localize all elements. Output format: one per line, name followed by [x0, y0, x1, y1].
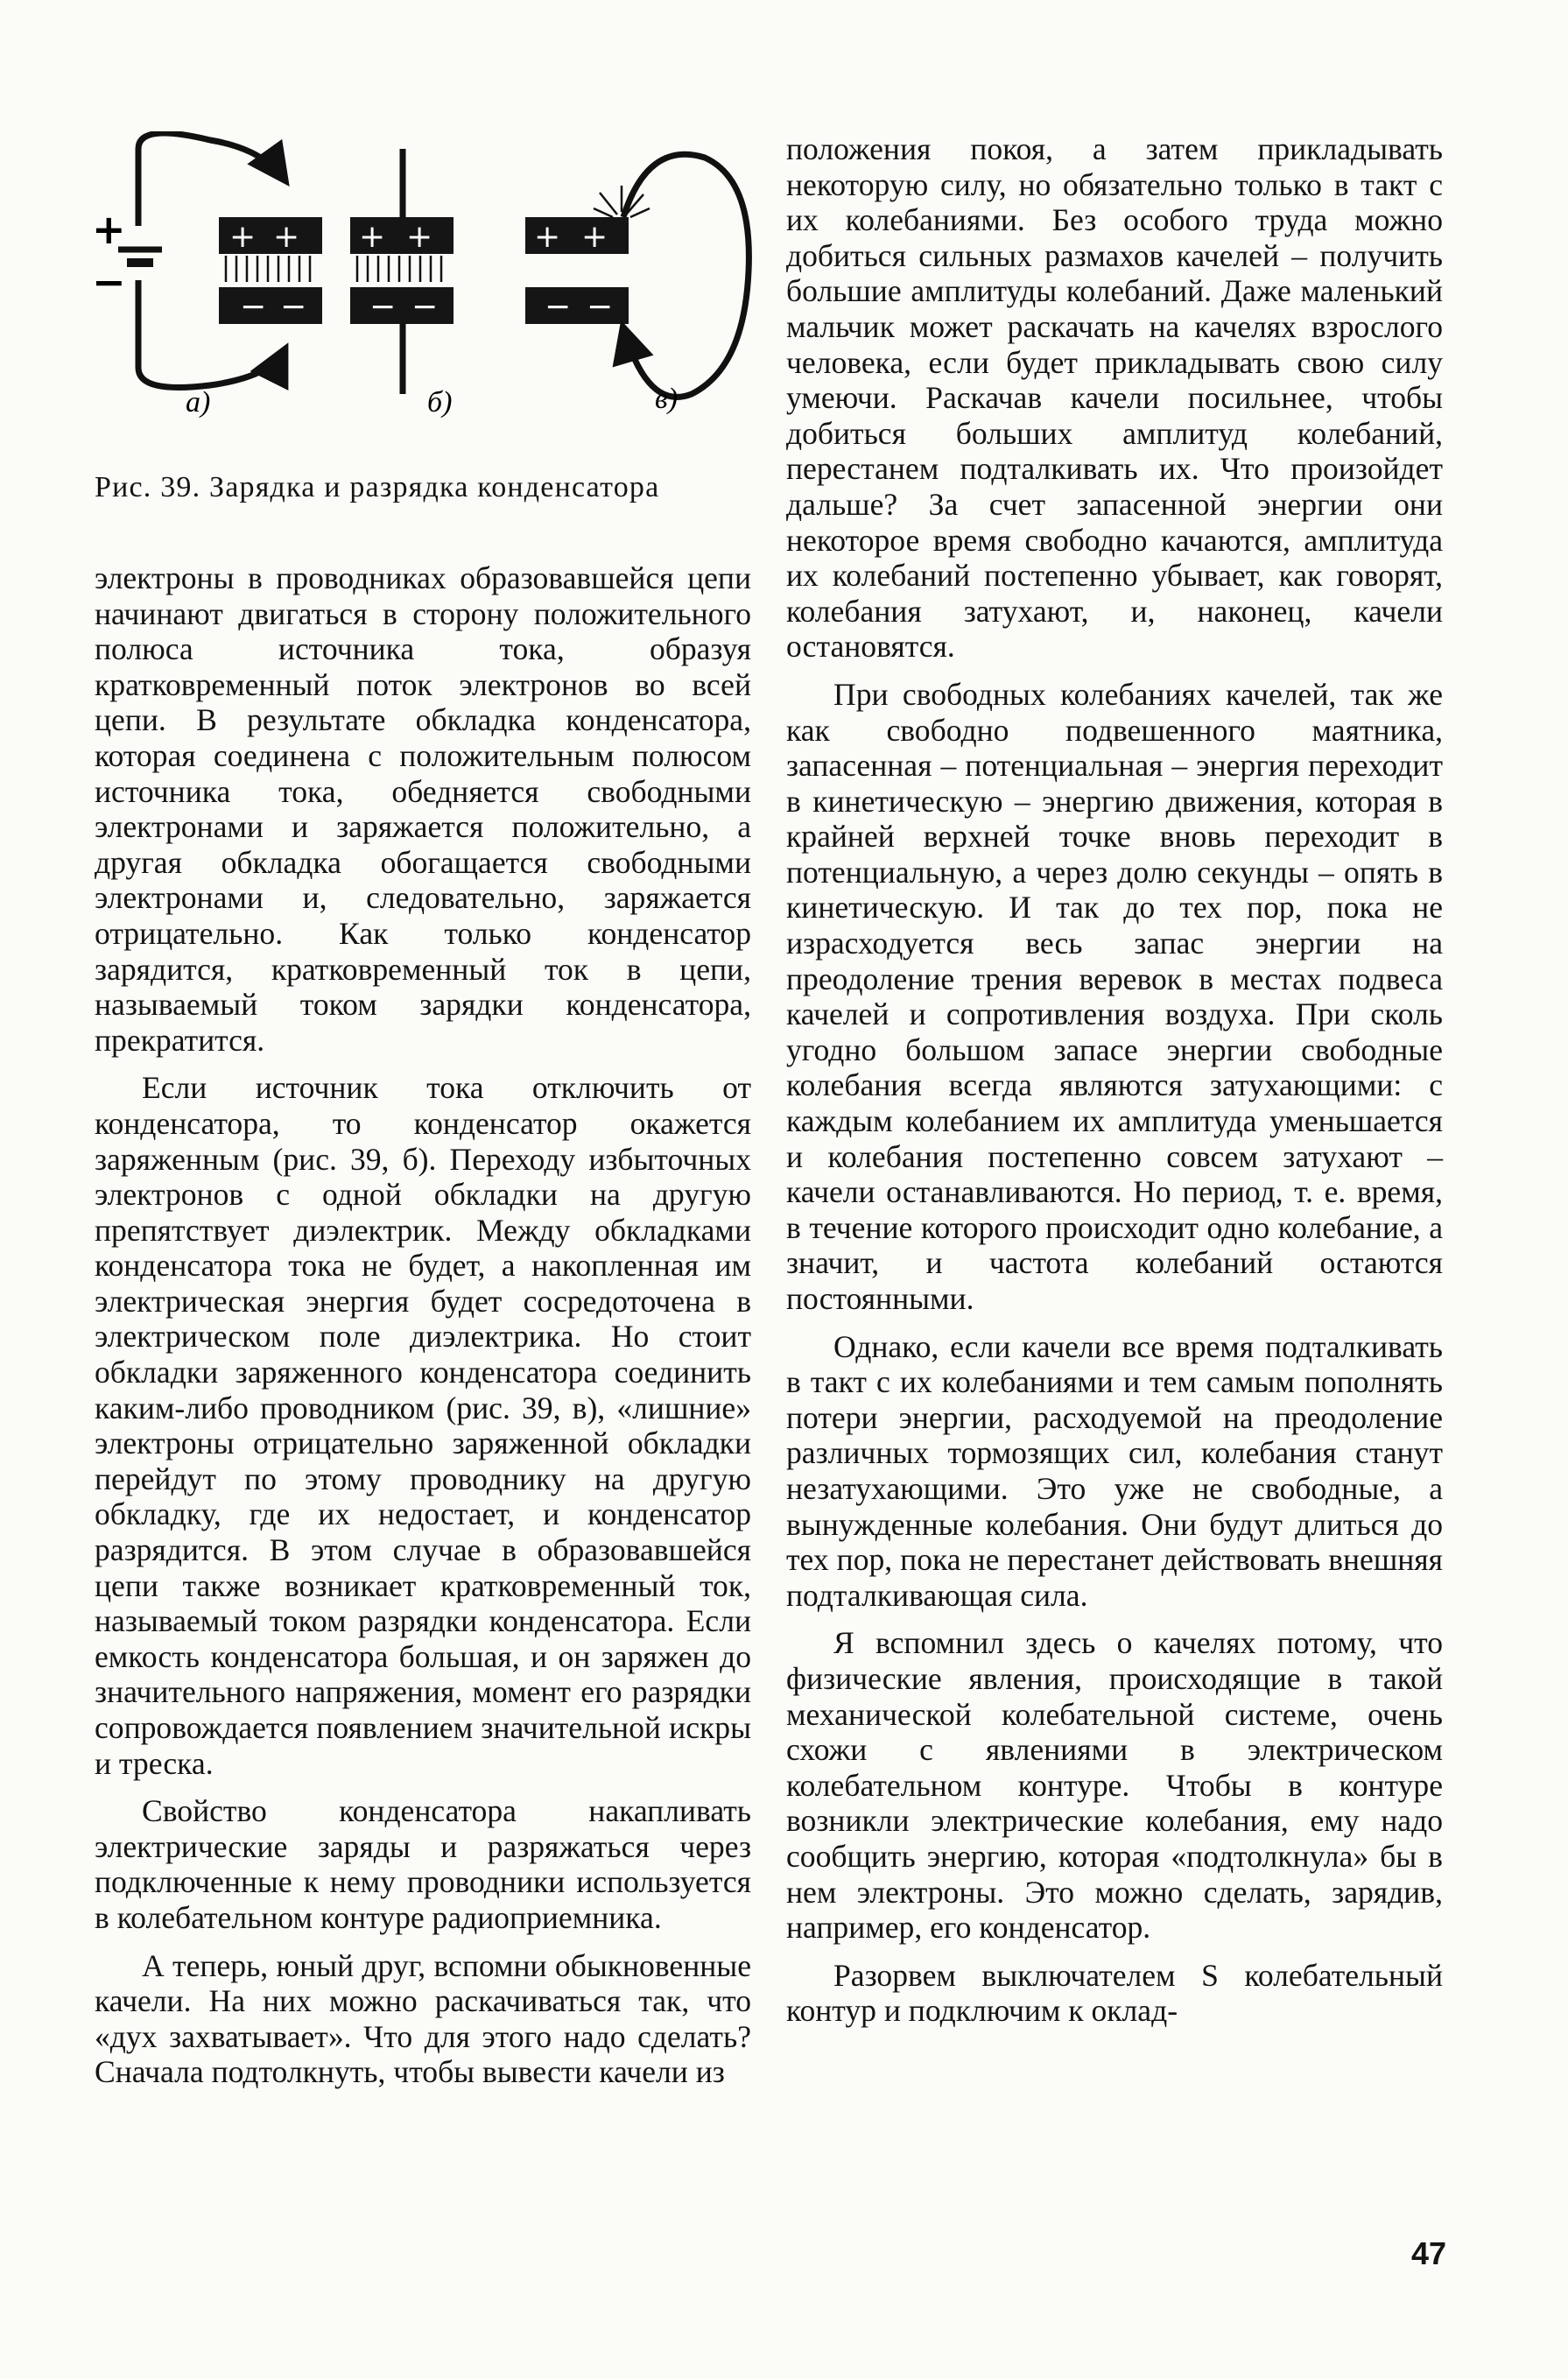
plate-minus-c2: −: [587, 289, 614, 325]
diagram-b-charged: [350, 149, 454, 419]
plate-minus-b2: −: [411, 289, 439, 325]
capacitor-diagram: [88, 131, 753, 473]
paragraph: А теперь, юный друг, вспомни обыкновенные качели. На них можно раскачиваться так, что «дух захватывает». Что для этого надо сделать? Сначала подтолкнуть, чтобы вывести качели из: [95, 1947, 751, 2090]
right-column: [786, 131, 1443, 2029]
diagram-a-charging: [92, 133, 322, 419]
label-c: в): [655, 383, 679, 415]
discharge-conductor-c: [623, 154, 749, 397]
spark-icon: [594, 186, 650, 217]
paragraph: положения покоя, а затем прикладывать некоторую силу, но обязательно только в такт с их колебаниями. Без особого труда можно добиться сильных размахов качелей – получить большие амплитуды колебаний. Даже маленький мальчик может раскачать на качелях взрослого человека, если будет прикладывать свою силу умеючи. Раскачав качели посильнее, чтобы добиться больших амплитуд колебаний, перестанем подталкивать их. Что произойдет дальше? За счет запасенной энергии они некоторое время свободно качаются, амплитуда их колебаний постепенно убывает, как говорят, колебания затухают, и, наконец, качели остановятся.: [786, 131, 1443, 665]
plate-minus-a1: −: [240, 289, 267, 325]
field-lines-b: [357, 256, 441, 282]
plate-plus-a2: +: [273, 219, 300, 255]
plate-plus-b1: +: [359, 219, 386, 255]
plate-minus-c1: −: [545, 289, 572, 325]
plate-plus-b2: +: [406, 219, 433, 255]
paragraph: Свойство конденсатора накапливать электрические заряды и разряжаться через подключенные к нему проводники используется в колебательном контуре радиоприемника.: [95, 1793, 751, 1935]
plate-plus-a1: +: [229, 219, 257, 255]
label-b: б): [427, 386, 453, 419]
label-a: а): [186, 386, 211, 419]
diagram-c-discharging: [525, 154, 749, 415]
plate-plus-c2: +: [581, 219, 608, 255]
battery-minus-sign: −: [92, 258, 126, 306]
paragraph: Однако, если качели все время подталкивать в такт с их колебаниями и тем самым пополнять потери энергии, расходуемой на преодоление различных тормозящих сил, колебания станут незатухающими. Это уже не свободные, а вынужденные колебания. Они будут длиться до тех пор, пока не перестанет действовать внешняя подталкивающая сила.: [786, 1328, 1443, 1613]
arrow-top-a: [138, 133, 285, 226]
paragraph: Я вспомнил здесь о качелях потому, что физические явления, происходящие в такой механической колебательной системе, очень схожи с явлениями в электрическом колебательном контуре. Чтобы в контуре возникли электрические колебания, ему надо сообщить энергию, которая «подтолкнула» бы в нем электроны. Это можно сделать, зарядив, например, его конденсатор.: [786, 1625, 1443, 1946]
field-lines-a: [226, 256, 310, 282]
plate-plus-c1: +: [534, 219, 561, 255]
figure-caption: Рис. 39. Зарядка и разрядка конденсатора: [95, 471, 660, 503]
left-column: [95, 560, 751, 2090]
paragraph: Если источник тока отключить от конденсатора, то конденсатор окажется заряженным (рис. 39, б). Переходу избыточных электронов с одной обкладки на другую препятствует диэлектрик. Между обкладками конденсатора тока не будет, а накопленная им электрическая энергия будет сосредоточена в электрическом поле диэлектрика. Но стоит обкладки заряженного конденсатора соединить каким-либо проводником (рис. 39, в), «лишние» электроны отрицательно заряженной обкладки перейдут по этому проводнику на другую обкладку, где их недостает, и конденсатор разрядится. В этом случае в образовавшейся цепи также возникает кратковременный ток, называемый током разрядки конденсатора. Если емкость конденсатора большая, и он заряжен до значительного напряжения, момент его разрядки сопровождается появлением значительной искры и треска.: [95, 1070, 751, 1781]
figure-39: [88, 131, 753, 473]
plate-bottom-c: [525, 287, 629, 324]
plate-bottom-b: [350, 287, 454, 324]
paragraph: Разорвем выключателем S колебательный контур и подключим к оклад-: [786, 1957, 1443, 2029]
paragraph: электроны в проводниках образовавшейся цепи начинают двигаться в сторону положительного полюса источника тока, образуя кратковременный поток электронов во всей цепи. В результате обкладка конденсатора, которая соединена с положительным полюсом источника тока, обедняется свободными электронами и заряжается положительно, а другая обкладка обогащается свободными электронами и, следовательно, заряжается отрицательно. Как только конденсатор зарядится, кратковременный ток в цепи, называемый током зарядки конденсатора, прекратится.: [95, 560, 751, 1058]
plate-minus-a2: −: [280, 289, 307, 325]
page-number: 47: [1411, 2235, 1447, 2271]
battery-plus-sign: +: [92, 206, 126, 253]
plate-bottom-a: [219, 287, 322, 324]
paragraph: При свободных колебаниях качелей, так же как свободно подвешенного маятника, запасенная – потенциальная – энергия переходит в кинетическую – энергию движения, которая в крайней верхней точке вновь переходит в потенциальную, а через долю секунды – опять в кинетическую. И так до тех пор, пока не израсходуется весь запас энергии на преодоление трения веревок в местах подвеса качелей и сопротивления воздуха. При сколь угодно большом запасе энергии свободные колебания всегда являются затухающими: с каждым колебанием их амплитуда уменьшается и колебания постепенно совсем затухают – качели останавливаются. Но период, т. е. время, в течение которого происходит одно колебание, а значит, и частота колебаний остаются постоянными.: [786, 676, 1443, 1316]
plate-minus-b1: −: [369, 289, 397, 325]
